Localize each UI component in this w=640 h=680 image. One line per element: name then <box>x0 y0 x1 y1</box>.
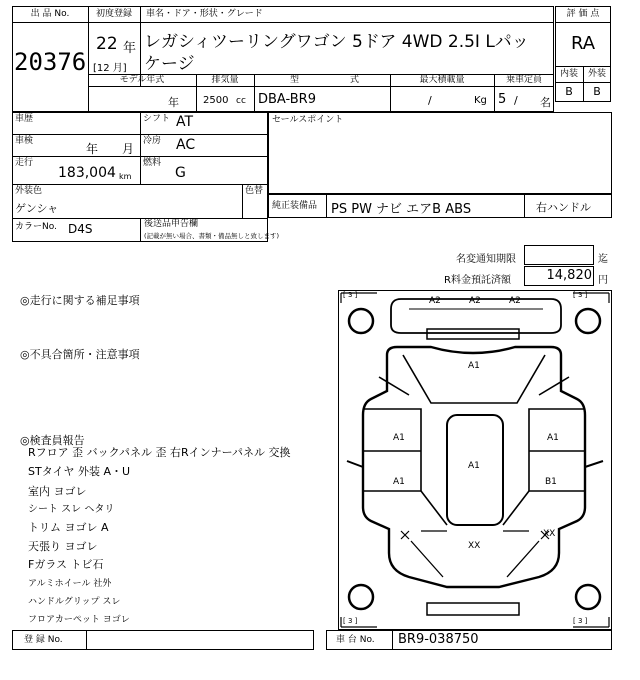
mileage-label: 走行 <box>15 158 34 168</box>
max-load-label: 最大積載量 <box>419 75 465 85</box>
report-line: Rフロア 歪 バックパネル 歪 右Rインナーパネル 交換 <box>28 446 291 459</box>
car-outline <box>339 291 611 629</box>
recycle-label: R料金預託済額 <box>444 275 511 286</box>
shift-label: シフト <box>143 114 171 124</box>
color-value: ゲンシャ <box>15 202 59 215</box>
report-line: Fガラス トビ石 <box>28 558 104 571</box>
color-no-label: カラーNo. <box>15 222 57 232</box>
front-right-mark: XX <box>543 529 556 539</box>
right-front-door-mark: B1 <box>545 477 557 487</box>
corner-bl: [ 3 ] <box>343 617 358 625</box>
report-line: 天張り ヨゴレ <box>28 540 98 553</box>
grade-label: 評 価 点 <box>566 9 600 19</box>
reg-year: 22 <box>96 34 118 54</box>
type-label-2: 式 <box>350 75 360 85</box>
interior-grade: B <box>565 85 573 98</box>
rear-bumper-mark: A2 <box>469 296 481 306</box>
report-line: トリム ヨゴレ A <box>28 521 109 534</box>
interior-label: 内装 <box>559 69 578 79</box>
hood-mark: XX <box>468 541 481 551</box>
car-name-label: 車名・ドア・形状・グレード <box>146 9 263 19</box>
reg-month: [12 月] <box>93 63 127 74</box>
color-label: 外装色 <box>15 186 43 196</box>
history-label: 車歴 <box>15 114 34 124</box>
capacity-slash: / <box>514 94 518 107</box>
type-label: 型 <box>290 75 300 85</box>
lot-no: 20376 <box>14 48 87 76</box>
displacement-unit: cc <box>236 96 246 106</box>
docs-note: (記載が無い場合、書類・備品無しと致します) <box>144 232 280 240</box>
recycle-unit: 円 <box>598 275 608 286</box>
displacement-value: 2500 <box>203 95 229 106</box>
report-line: 室内 ヨゴレ <box>28 485 87 498</box>
car-diagram <box>338 290 612 630</box>
reg-year-unit: 年 <box>123 41 137 56</box>
name-change-label: 名変通知期限 <box>456 254 516 265</box>
name-change-box <box>524 245 594 265</box>
displacement-label: 排気量 <box>211 75 239 85</box>
inspector-report-label: ◎検査員報告 <box>20 434 85 447</box>
shift-value: AT <box>176 114 194 130</box>
inspection-year: 年 <box>86 142 99 156</box>
report-line: ハンドルグリップ スレ <box>28 597 121 607</box>
inspection-month: 月 <box>122 142 135 156</box>
rear-bumper-mark: A2 <box>429 296 441 306</box>
trunk-mark: A1 <box>468 361 480 371</box>
inspection-label: 車検 <box>15 136 34 146</box>
exterior-grade: B <box>593 85 601 98</box>
equipment-label: 純正装備品 <box>272 201 318 211</box>
equipment-value: PS PW ナビ エアB ABS <box>331 202 472 217</box>
sales-point-label: セールスポイント <box>272 115 344 125</box>
report-line: シート スレ ヘタリ <box>28 504 115 515</box>
chassis-value: BR9-038750 <box>398 632 479 647</box>
reg-no-label: 登 録 No. <box>24 635 63 645</box>
capacity-value: 5 <box>498 92 507 107</box>
ac-label: 冷房 <box>143 136 162 146</box>
capacity-unit: 名 <box>540 96 551 109</box>
corner-tr: [ 3 ] <box>573 291 588 299</box>
steering-value: 右ハンドル <box>536 201 591 214</box>
report-line: STタイヤ 外装 A・U <box>28 465 131 478</box>
fuel-value: G <box>175 165 186 181</box>
model-year-unit: 年 <box>168 96 179 109</box>
recycle-amount: 14,820 <box>546 268 592 283</box>
left-front-door-mark: A1 <box>393 477 405 487</box>
mileage-unit: km <box>119 172 132 181</box>
report-line: フロアカーペット ヨゴレ <box>28 615 130 625</box>
max-load-slash: / <box>428 94 432 107</box>
driving-notes-label: ◎走行に関する補足事項 <box>20 294 140 307</box>
corner-br: [ 3 ] <box>573 617 588 625</box>
docs-label: 後送品申告欄 <box>144 219 199 229</box>
ac-value: AC <box>176 137 196 153</box>
color-no-value: D4S <box>68 222 93 236</box>
chassis-label: 車 台 No. <box>336 635 375 645</box>
max-load-unit: Kg <box>474 95 487 106</box>
car-name-line1: レガシィツーリングワゴン 5ドア 4WD 2.5I Lパッ <box>144 32 529 52</box>
mileage-value: 183,004 <box>58 165 116 181</box>
fuel-label: 燃料 <box>143 158 162 168</box>
exterior-label: 外装 <box>587 69 606 79</box>
corner-tl: [ 3 ] <box>343 291 358 299</box>
rear-bumper-mark: A2 <box>509 296 521 306</box>
left-rear-door-mark: A1 <box>393 433 405 443</box>
capacity-label: 乗車定員 <box>505 75 542 85</box>
model-year-label: モデル年式 <box>119 75 165 85</box>
roof-mark: A1 <box>468 461 480 471</box>
lot-no-label: 出 品 No. <box>30 9 70 19</box>
defects-notes-label: ◎不具合箇所・注意事項 <box>20 348 140 361</box>
name-change-unit: 迄 <box>598 254 608 265</box>
color-change-label: 色替 <box>245 186 264 196</box>
right-rear-door-mark: A1 <box>547 433 559 443</box>
report-line: アルミホイール 社外 <box>28 579 112 589</box>
car-name-line2: ケージ <box>144 54 195 74</box>
grade-value: RA <box>570 33 596 54</box>
first-reg-label: 初度登録 <box>95 9 132 19</box>
type-value: DBA-BR9 <box>258 92 316 107</box>
